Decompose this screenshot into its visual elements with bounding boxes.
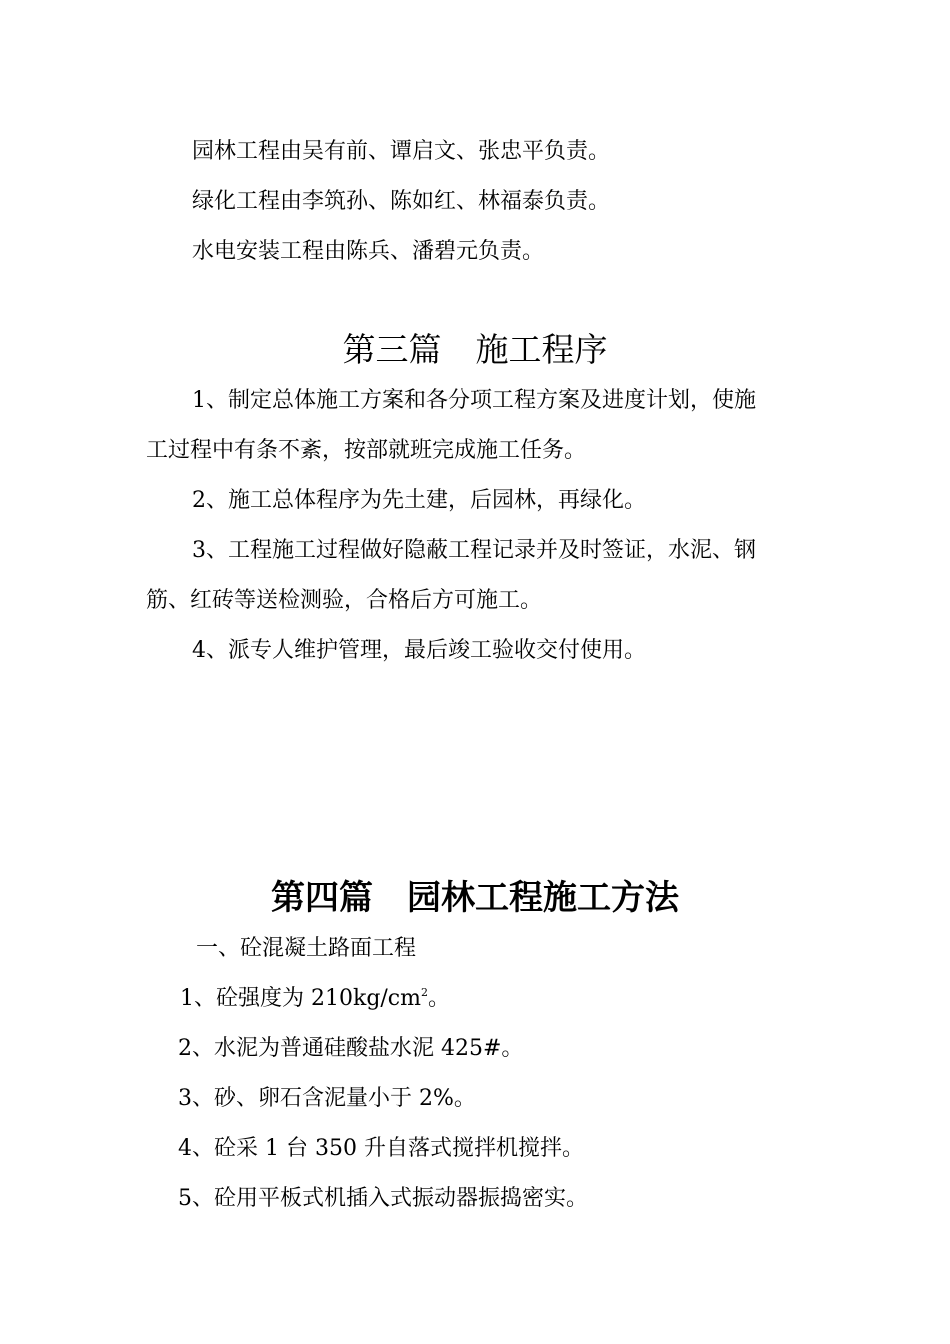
superscript-exponent: 2 xyxy=(421,986,428,999)
section4-title xyxy=(0,876,950,920)
section4-item2: 2、水泥为普通硅酸盐水泥 425#。 xyxy=(178,1036,524,1061)
section4-item5: 5、砼用平板式机插入式振动器振捣密实。 xyxy=(178,1186,588,1211)
section4-subheading: 一、砼混凝土路面工程 xyxy=(196,936,417,961)
section4-item4: 4、砼采 1 台 350 升自落式搅拌机搅拌。 xyxy=(178,1136,584,1161)
section3-item1-line1: 1、制定总体施工方案和各分项工程方案及进度计划，使施 xyxy=(192,388,756,413)
leader-line-landscape: 园林工程由吴有前、谭启文、张忠平负责。 xyxy=(192,139,611,164)
leader-line-greening: 绿化工程由李筑孙、陈如红、林福泰负责。 xyxy=(192,189,611,214)
section3-title-text: 施工程序 xyxy=(475,330,608,369)
section3-item1-line2: 工过程中有条不紊，按部就班完成施工任务。 xyxy=(146,438,587,463)
section3-title xyxy=(0,328,950,372)
section4-item1-text: 1、砼强度为 210kg/cm xyxy=(180,986,421,1011)
section3-item4: 4、派专人维护管理，最后竣工验收交付使用。 xyxy=(192,638,646,663)
section4-item1-period: 。 xyxy=(428,986,451,1011)
section3-item3-line1: 3、工程施工过程做好隐蔽工程记录并及时签证，水泥、钢 xyxy=(192,538,756,563)
section3-item2: 2、施工总体程序为先土建，后园林，再绿化。 xyxy=(192,488,646,513)
leader-line-plumbing-electrical: 水电安装工程由陈兵、潘碧元负责。 xyxy=(192,239,545,264)
section4-item1 xyxy=(0,984,950,1014)
section4-title-text: 园林工程施工方法 xyxy=(407,878,679,918)
section4-item3: 3、砂、卵石含泥量小于 2%。 xyxy=(178,1086,476,1111)
section3-title-number: 第三篇 xyxy=(342,330,442,369)
section3-item3-line2: 筋、红砖等送检测验，合格后方可施工。 xyxy=(146,588,543,613)
section4-title-number: 第四篇 xyxy=(271,878,373,918)
